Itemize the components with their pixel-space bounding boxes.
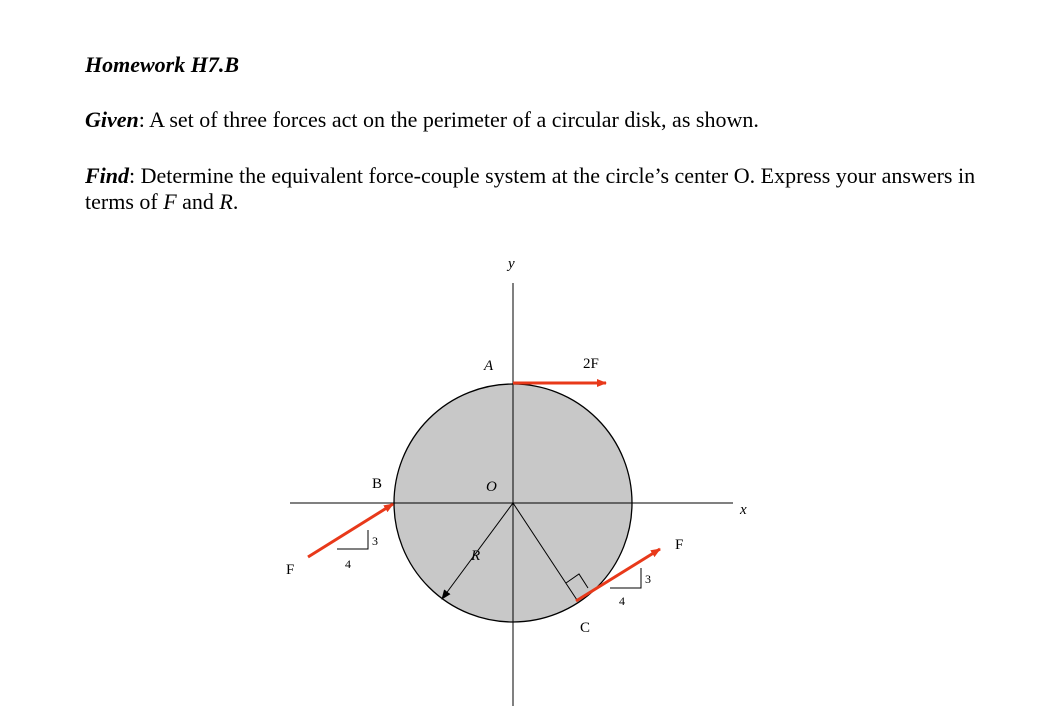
- given-label: Given: [85, 107, 139, 132]
- y-axis-label: y: [508, 256, 515, 272]
- point-b-label: B: [372, 476, 383, 492]
- find-var-r: R: [219, 189, 233, 214]
- radius-label: R: [471, 548, 481, 564]
- point-c-label: C: [580, 620, 591, 636]
- force-a-label: 2F: [583, 356, 599, 372]
- slope-b-run: 4: [345, 557, 351, 571]
- center-label: O: [486, 479, 497, 495]
- force-b-label: F: [286, 562, 295, 578]
- given-text: : A set of three forces act on the perimeter of a circular disk, as shown.: [138, 107, 759, 132]
- slope-c-run: 4: [619, 594, 625, 608]
- find-text: : Determine the equivalent force-couple system at the circle’s center O. Express your answers in terms of: [85, 163, 976, 214]
- find-label: Find: [85, 163, 130, 188]
- slope-b-rise: 3: [372, 534, 378, 548]
- homework-title: Homework H7.B: [85, 52, 240, 77]
- x-axis-label: x: [740, 502, 747, 518]
- find-and: and: [176, 189, 220, 214]
- find-end: .: [232, 189, 239, 214]
- force-c-label: F: [675, 537, 684, 553]
- point-a-label: A: [484, 358, 494, 374]
- slope-triangle-b: [337, 530, 368, 549]
- slope-c-rise: 3: [645, 572, 651, 586]
- find-var-f: F: [163, 189, 177, 214]
